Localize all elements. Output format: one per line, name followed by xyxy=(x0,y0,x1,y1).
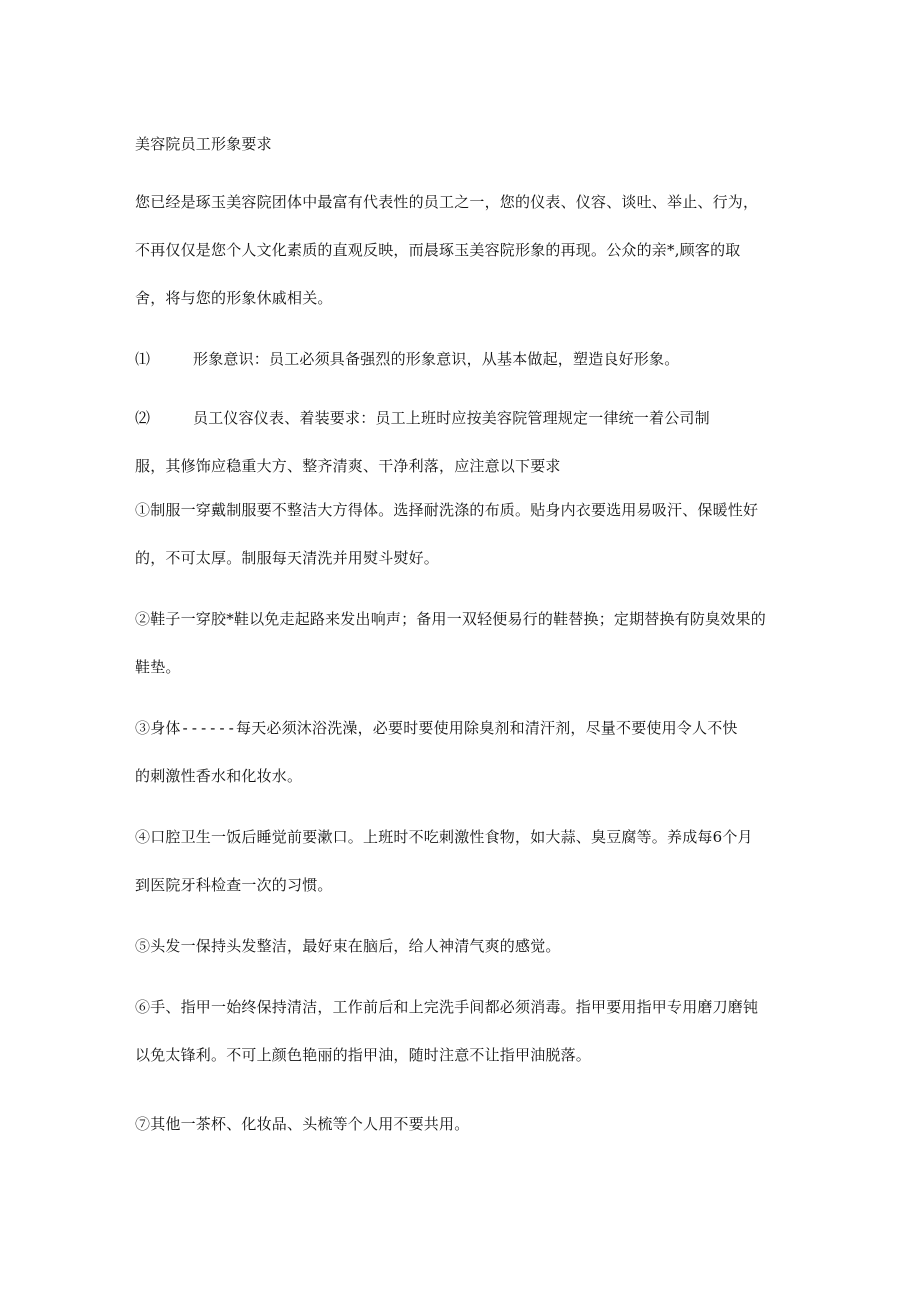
sub-item-body-label: ③身体 xyxy=(135,719,181,737)
sub-item-body-line-2: 的刺激性香水和化妆水。 xyxy=(135,767,303,785)
sub-item-shoes-line-2: 鞋垫。 xyxy=(135,658,181,676)
intro-line-3: 舍，将与您的形象休戚相关。 xyxy=(135,289,333,307)
intro-line-2: 不再仅仅是您个人文化素质的直观反映，而晨琢玉美容院形象的再现。公众的亲*,顾客的取 xyxy=(135,241,741,259)
sub-item-uniform-line-2: 的，不可太厚。制服每天清洗并用熨斗熨好。 xyxy=(135,549,440,567)
item-2-number: ⑵ xyxy=(135,409,151,427)
sub-item-other-line-1: ⑦其他一茶杯、化妆品、头梳等个人用不要共用。 xyxy=(135,1115,470,1133)
intro-line-1: 您已经是琢玉美容院团体中最富有代表性的员工之一，您的仪表、仪容、谈吐、举止、行为， xyxy=(135,193,759,211)
sub-item-body-line-1 xyxy=(135,718,738,738)
item-1-number: ⑴ xyxy=(135,350,151,368)
sub-item-oral-line-2: 到医院牙科检查一次的习惯。 xyxy=(135,876,333,894)
document-title: 美容院员工形象要求 xyxy=(135,135,272,153)
item-2 xyxy=(135,408,710,428)
sub-item-body-text: 每天必须沐浴洗澡，必要时要使用除臭剂和清汗剂，尽量不要使用令人不快 xyxy=(236,719,738,737)
sub-item-nails-line-1: ⑥手、指甲一始终保持清洁，工作前后和上完洗手间都必须消毒。指甲要用指甲专用磨刀磨钝 xyxy=(135,998,759,1016)
item-2-continuation: 服，其修饰应稳重大方、整齐清爽、干净利落，应注意以下要求 xyxy=(135,457,561,475)
sub-item-shoes-line-1: ②鞋子一穿胶*鞋以免走起路来发出响声；备用一双轻便易行的鞋替换；定期替换有防臭效果的 xyxy=(135,610,766,628)
item-2-text: 员工仪容仪表、着装要求：员工上班时应按美容院管理规定一律统一着公司制 xyxy=(193,409,710,427)
item-1-text: 形象意识：员工必须具备强烈的形象意识，从基本做起，塑造良好形象。 xyxy=(193,350,680,368)
sub-item-nails-line-2: 以免太锋利。不可上颜色艳丽的指甲油，随时注意不让指甲油脱落。 xyxy=(135,1046,592,1064)
sub-item-oral-line-1: ④口腔卫生一饭后睡觉前要漱口。上班时不吃刺激性食物，如大蒜、臭豆腐等。养成每6个月 xyxy=(135,828,753,846)
sub-item-hair-line-1: ⑤头发一保持头发整洁，最好束在脑后，给人神清气爽的感觉。 xyxy=(135,937,561,955)
sub-item-uniform-line-1: ①制服一穿戴制服要不整洁大方得体。选择耐洗涤的布质。贴身内衣要选用易吸汗、保暖性好 xyxy=(135,501,759,519)
item-1 xyxy=(135,349,679,369)
sub-item-body-dashes: ------ xyxy=(180,719,236,737)
